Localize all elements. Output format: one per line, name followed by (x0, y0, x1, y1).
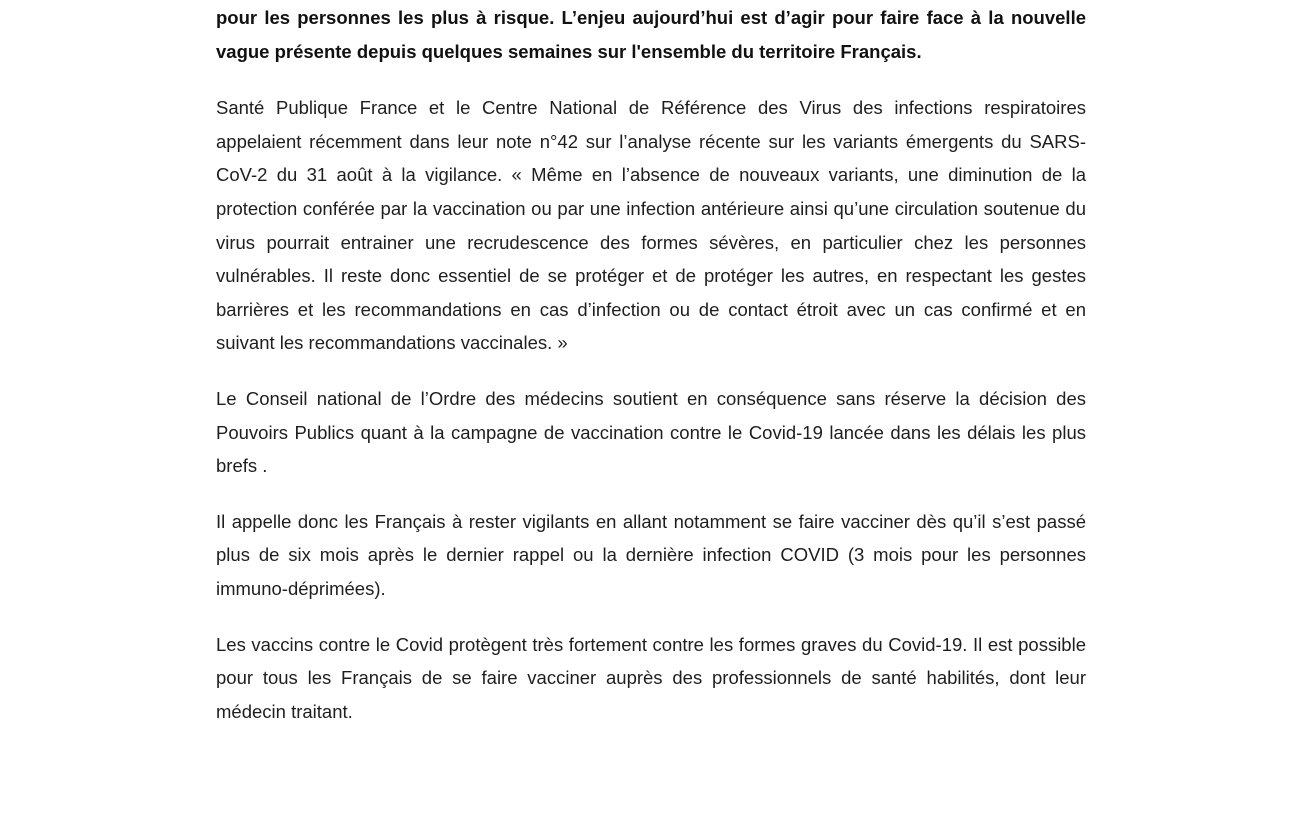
paragraph-vaccins-covid: Les vaccins contre le Covid protègent très fortement contre les formes graves du Covid-19. Il est possible pour tous les Français de se faire vacciner auprès des professionnels de santé habilités, dont leur médecin traitant. (216, 633, 1086, 722)
document-body (216, 0, 1086, 728)
paragraph-bold-intro: pour les personnes les plus à risque. L’enjeu aujourd’hui est d’agir pour faire face à la nouvelle vague présente depuis quelques semaines sur l'ensemble du territoire Français. (216, 7, 1086, 62)
paragraph-sante-publique-france: Santé Publique France et le Centre National de Référence des Virus des infections respiratoires appelaient récemment dans leur note n°42 sur l’analyse récente sur les variants émergents du SARS-CoV-2 du 31 août à la vigilance. « Même en l’absence de nouveaux variants, une diminution de la protection conférée par la vaccination ou par une infection antérieure ainsi qu’une circulation soutenue du virus pourrait entrainer une recrudescence des formes sévères, en particulier chez les personnes vulnérables. Il reste donc essentiel de se protéger et de protéger les autres, en respectant les gestes barrières et les recommandations en cas d’infection ou de contact étroit avec un cas confirmé et en suivant les recommandations vaccinales. » (216, 97, 1086, 354)
paragraph-appel-vigilance: Il appelle donc les Français à rester vigilants en allant notamment se faire vacciner dès qu’il s’est passé plus de six mois après le dernier rappel ou la dernière infection COVID (3 mois pour les personnes immuno-déprimées). (216, 510, 1086, 599)
paragraph-conseil-national: Le Conseil national de l’Ordre des médecins soutient en conséquence sans réserve la décision des Pouvoirs Publics quant à la campagne de vaccination contre le Covid-19 lancée dans les délais les plus brefs . (216, 387, 1086, 477)
